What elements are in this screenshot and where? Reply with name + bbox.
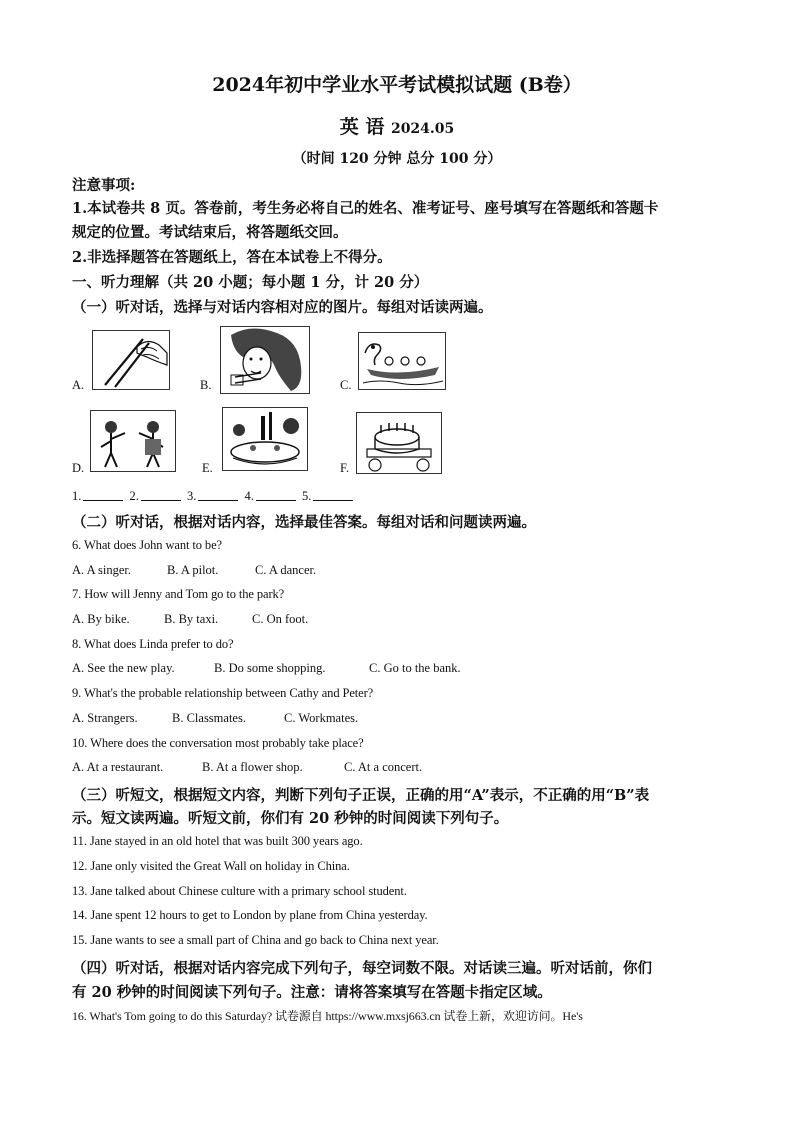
picture-label-e: E.	[202, 461, 213, 475]
exam-date: 2024.05	[390, 121, 455, 137]
blank-label-2: 2.	[129, 489, 139, 503]
statement-14: 14. Jane spent 12 hours to get to London by plane from China yesterday.	[72, 908, 428, 922]
question-9-option-c: C. Workmates.	[284, 711, 359, 725]
question-10-option-b: B. At a flower shop.	[202, 760, 303, 774]
question-9-option-b: B. Classmates.	[172, 711, 246, 725]
question-7-option-c: C. On foot.	[252, 612, 309, 626]
statement-11: 11. Jane stayed in an old hotel that was built 300 years ago.	[72, 834, 363, 848]
answer-blank-5[interactable]	[313, 488, 353, 501]
subject-line	[0, 112, 794, 139]
question-9: 9. What's the probable relationship between Cathy and Peter?	[72, 686, 374, 700]
question-8: 8. What does Linda prefer to do?	[72, 637, 234, 651]
question-7: 7. How will Jenny and Tom go to the park?	[72, 587, 285, 601]
subject-name: 英 语	[339, 116, 385, 138]
part-1-heading: （一）听对话，选择与对话内容相对应的图片。每组对话读两遍。	[72, 299, 493, 316]
question-10-option-c: C. At a concert.	[344, 760, 423, 774]
dragon-boat-picture-icon	[358, 332, 446, 390]
time-info: （时间 120 分钟 总分 100 分）	[292, 151, 502, 167]
picture-label-a: A.	[72, 378, 85, 392]
answer-blank-4[interactable]	[256, 488, 296, 501]
question-6-option-a: A. A singer.	[72, 563, 132, 577]
answer-blank-3[interactable]	[198, 488, 238, 501]
blank-label-1: 1.	[72, 489, 82, 503]
part-3-heading-line-1: （三）听短文，根据短文内容，判断下列句子正误，正确的用“A”表示，不正确的用“B”表	[72, 787, 650, 804]
birthday-cake-picture-icon	[356, 412, 442, 474]
blank-label-4: 4.	[244, 489, 254, 503]
question-10-option-a: A. At a restaurant.	[72, 760, 164, 774]
picture-label-d: D.	[72, 461, 85, 475]
question-6-option-c: C. A dancer.	[255, 563, 317, 577]
picture-label-f: F.	[340, 461, 350, 475]
part-2-heading: （二）听对话，根据对话内容，选择最佳答案。每组对话和问题读两遍。	[72, 514, 536, 531]
part-3-heading-line-2: 示。短文读两遍。听短文前，你们有 20 秒钟的时间阅读下列句子。	[72, 810, 509, 827]
woman-eating-picture-icon	[220, 326, 310, 394]
question-8-option-a: A. See the new play.	[72, 661, 175, 675]
notes-item-1-line-1: 1.本试卷共 8 页。答卷前，考生务必将自己的姓名、准考证号、座号填写在答题纸和答题卡	[72, 200, 659, 217]
statement-12: 12. Jane only visited the Great Wall on holiday in China.	[72, 859, 350, 873]
greeting-people-picture-icon	[90, 410, 176, 472]
question-16: 16. What's Tom going to do this Saturday? 试卷源自 https://www.mxsj663.cn 试卷上新，欢迎访问。He's	[72, 1009, 583, 1023]
statement-15: 15. Jane wants to see a small part of China and go back to China next year.	[72, 933, 439, 947]
blank-label-5: 5.	[302, 489, 312, 503]
answer-blank-1[interactable]	[83, 488, 123, 501]
question-9-option-a: A. Strangers.	[72, 711, 138, 725]
chopsticks-picture-icon	[92, 330, 170, 390]
notes-heading: 注意事项:	[72, 177, 136, 194]
question-10: 10. Where does the conversation most probably take place?	[72, 736, 364, 750]
answer-blank-2[interactable]	[141, 488, 181, 501]
blank-label-3: 3.	[187, 489, 197, 503]
notes-item-1-line-2: 规定的位置。考试结束后，将答题纸交回。	[72, 224, 348, 241]
question-6: 6. What does John want to be?	[72, 538, 222, 552]
question-8-option-c: C. Go to the bank.	[369, 661, 461, 675]
part-4-heading-line-2: 有 20 秒钟的时间阅读下列句子。注意：请将答案填写在答题卡指定区域。	[72, 984, 552, 1001]
question-7-option-a: A. By bike.	[72, 612, 130, 626]
family-dinner-picture-icon	[222, 407, 308, 471]
picture-label-c: C.	[340, 378, 352, 392]
notes-item-2: 2.非选择题答在答题纸上，答在本试卷上不得分。	[72, 249, 392, 266]
picture-label-b: B.	[200, 378, 212, 392]
section-1-heading: 一、听力理解（共 20 小题；每小题 1 分，计 20 分）	[72, 274, 429, 291]
question-6-option-b: B. A pilot.	[167, 563, 219, 577]
exam-title: 2024年初中学业水平考试模拟试题 (B卷）	[212, 74, 582, 96]
statement-13: 13. Jane talked about Chinese culture with a primary school student.	[72, 884, 407, 898]
question-8-option-b: B. Do some shopping.	[214, 661, 326, 675]
part-4-heading-line-1: （四）听对话，根据对话内容完成下列句子，每空词数不限。对话读三遍。听对话前，你们	[72, 960, 652, 977]
answer-blanks	[72, 488, 356, 504]
question-7-option-b: B. By taxi.	[164, 612, 219, 626]
